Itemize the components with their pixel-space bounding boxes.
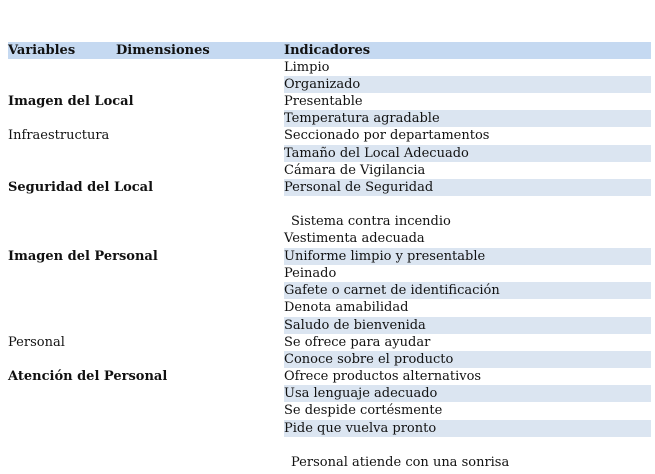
indicator-text: Vestimenta adecuada bbox=[284, 231, 425, 246]
indicator-row bbox=[284, 59, 651, 76]
indicator-text: Saludo de bienvenida bbox=[284, 318, 426, 333]
header-dimensiones: Dimensiones bbox=[116, 43, 210, 58]
indicator-text: Personal atiende con una sonrisa bbox=[291, 455, 510, 470]
indicator-row bbox=[284, 351, 651, 368]
indicator-text: Seccionado por departamentos bbox=[284, 128, 490, 143]
indicator-text: Denota amabilidad bbox=[284, 300, 409, 315]
indicator-text: Usa lenguaje adecuado bbox=[284, 386, 438, 401]
indicator-row bbox=[284, 385, 651, 402]
indicator-text: Uniforme limpio y presentable bbox=[284, 249, 486, 264]
indicator-text: Se despide cortésmente bbox=[284, 403, 443, 418]
indicator-row bbox=[284, 317, 651, 334]
indicator-text: Se ofrece para ayudar bbox=[284, 335, 431, 350]
label-seguridad-del-local: Seguridad del Local bbox=[8, 180, 154, 195]
indicator-text: Sistema contra incendio bbox=[291, 214, 451, 229]
indicator-row bbox=[284, 230, 651, 247]
indicator-row bbox=[284, 179, 651, 196]
indicator-row bbox=[284, 334, 651, 351]
indicator-row bbox=[284, 162, 651, 179]
indicator-row bbox=[284, 299, 651, 316]
indicator-text: Personal de Seguridad bbox=[284, 180, 434, 195]
indicator-row bbox=[284, 145, 651, 162]
indicator-row bbox=[284, 76, 651, 93]
indicator-text: Peinado bbox=[284, 266, 337, 281]
indicator-row bbox=[284, 213, 651, 230]
indicator-text: Tamaño del Local Adecuado bbox=[284, 146, 469, 161]
indicator-text: Cámara de Vigilancia bbox=[284, 163, 426, 178]
label-atencion-del-personal: Atención del Personal bbox=[8, 369, 168, 384]
label-imagen-del-personal: Imagen del Personal bbox=[8, 249, 158, 264]
indicator-row bbox=[284, 402, 651, 419]
indicator-row bbox=[284, 282, 651, 299]
indicator-text: Ofrece productos alternativos bbox=[284, 369, 482, 384]
indicator-row bbox=[284, 248, 651, 265]
indicator-row bbox=[284, 93, 651, 110]
indicator-text: Temperatura agradable bbox=[284, 111, 440, 126]
label-infraestructura: Infraestructura bbox=[8, 128, 110, 143]
header-indicadores: Indicadores bbox=[284, 43, 371, 58]
indicator-text: Organizado bbox=[284, 77, 361, 92]
indicator-text: Presentable bbox=[284, 94, 363, 109]
indicator-text: Conoce sobre el producto bbox=[284, 352, 454, 367]
indicator-row bbox=[284, 420, 651, 437]
indicator-row bbox=[284, 127, 651, 144]
indicator-row bbox=[284, 110, 651, 127]
indicator-text: Gafete o carnet de identificación bbox=[284, 283, 500, 298]
indicator-row bbox=[284, 368, 651, 385]
indicator-row bbox=[284, 454, 651, 471]
table-header-row bbox=[8, 42, 651, 59]
indicator-row bbox=[284, 265, 651, 282]
indicator-text: Pide que vuelva pronto bbox=[284, 421, 437, 436]
header-variables: Variables bbox=[8, 43, 76, 58]
label-personal: Personal bbox=[8, 335, 65, 350]
label-imagen-del-local: Imagen del Local bbox=[8, 94, 134, 109]
indicator-text: Limpio bbox=[284, 60, 330, 75]
